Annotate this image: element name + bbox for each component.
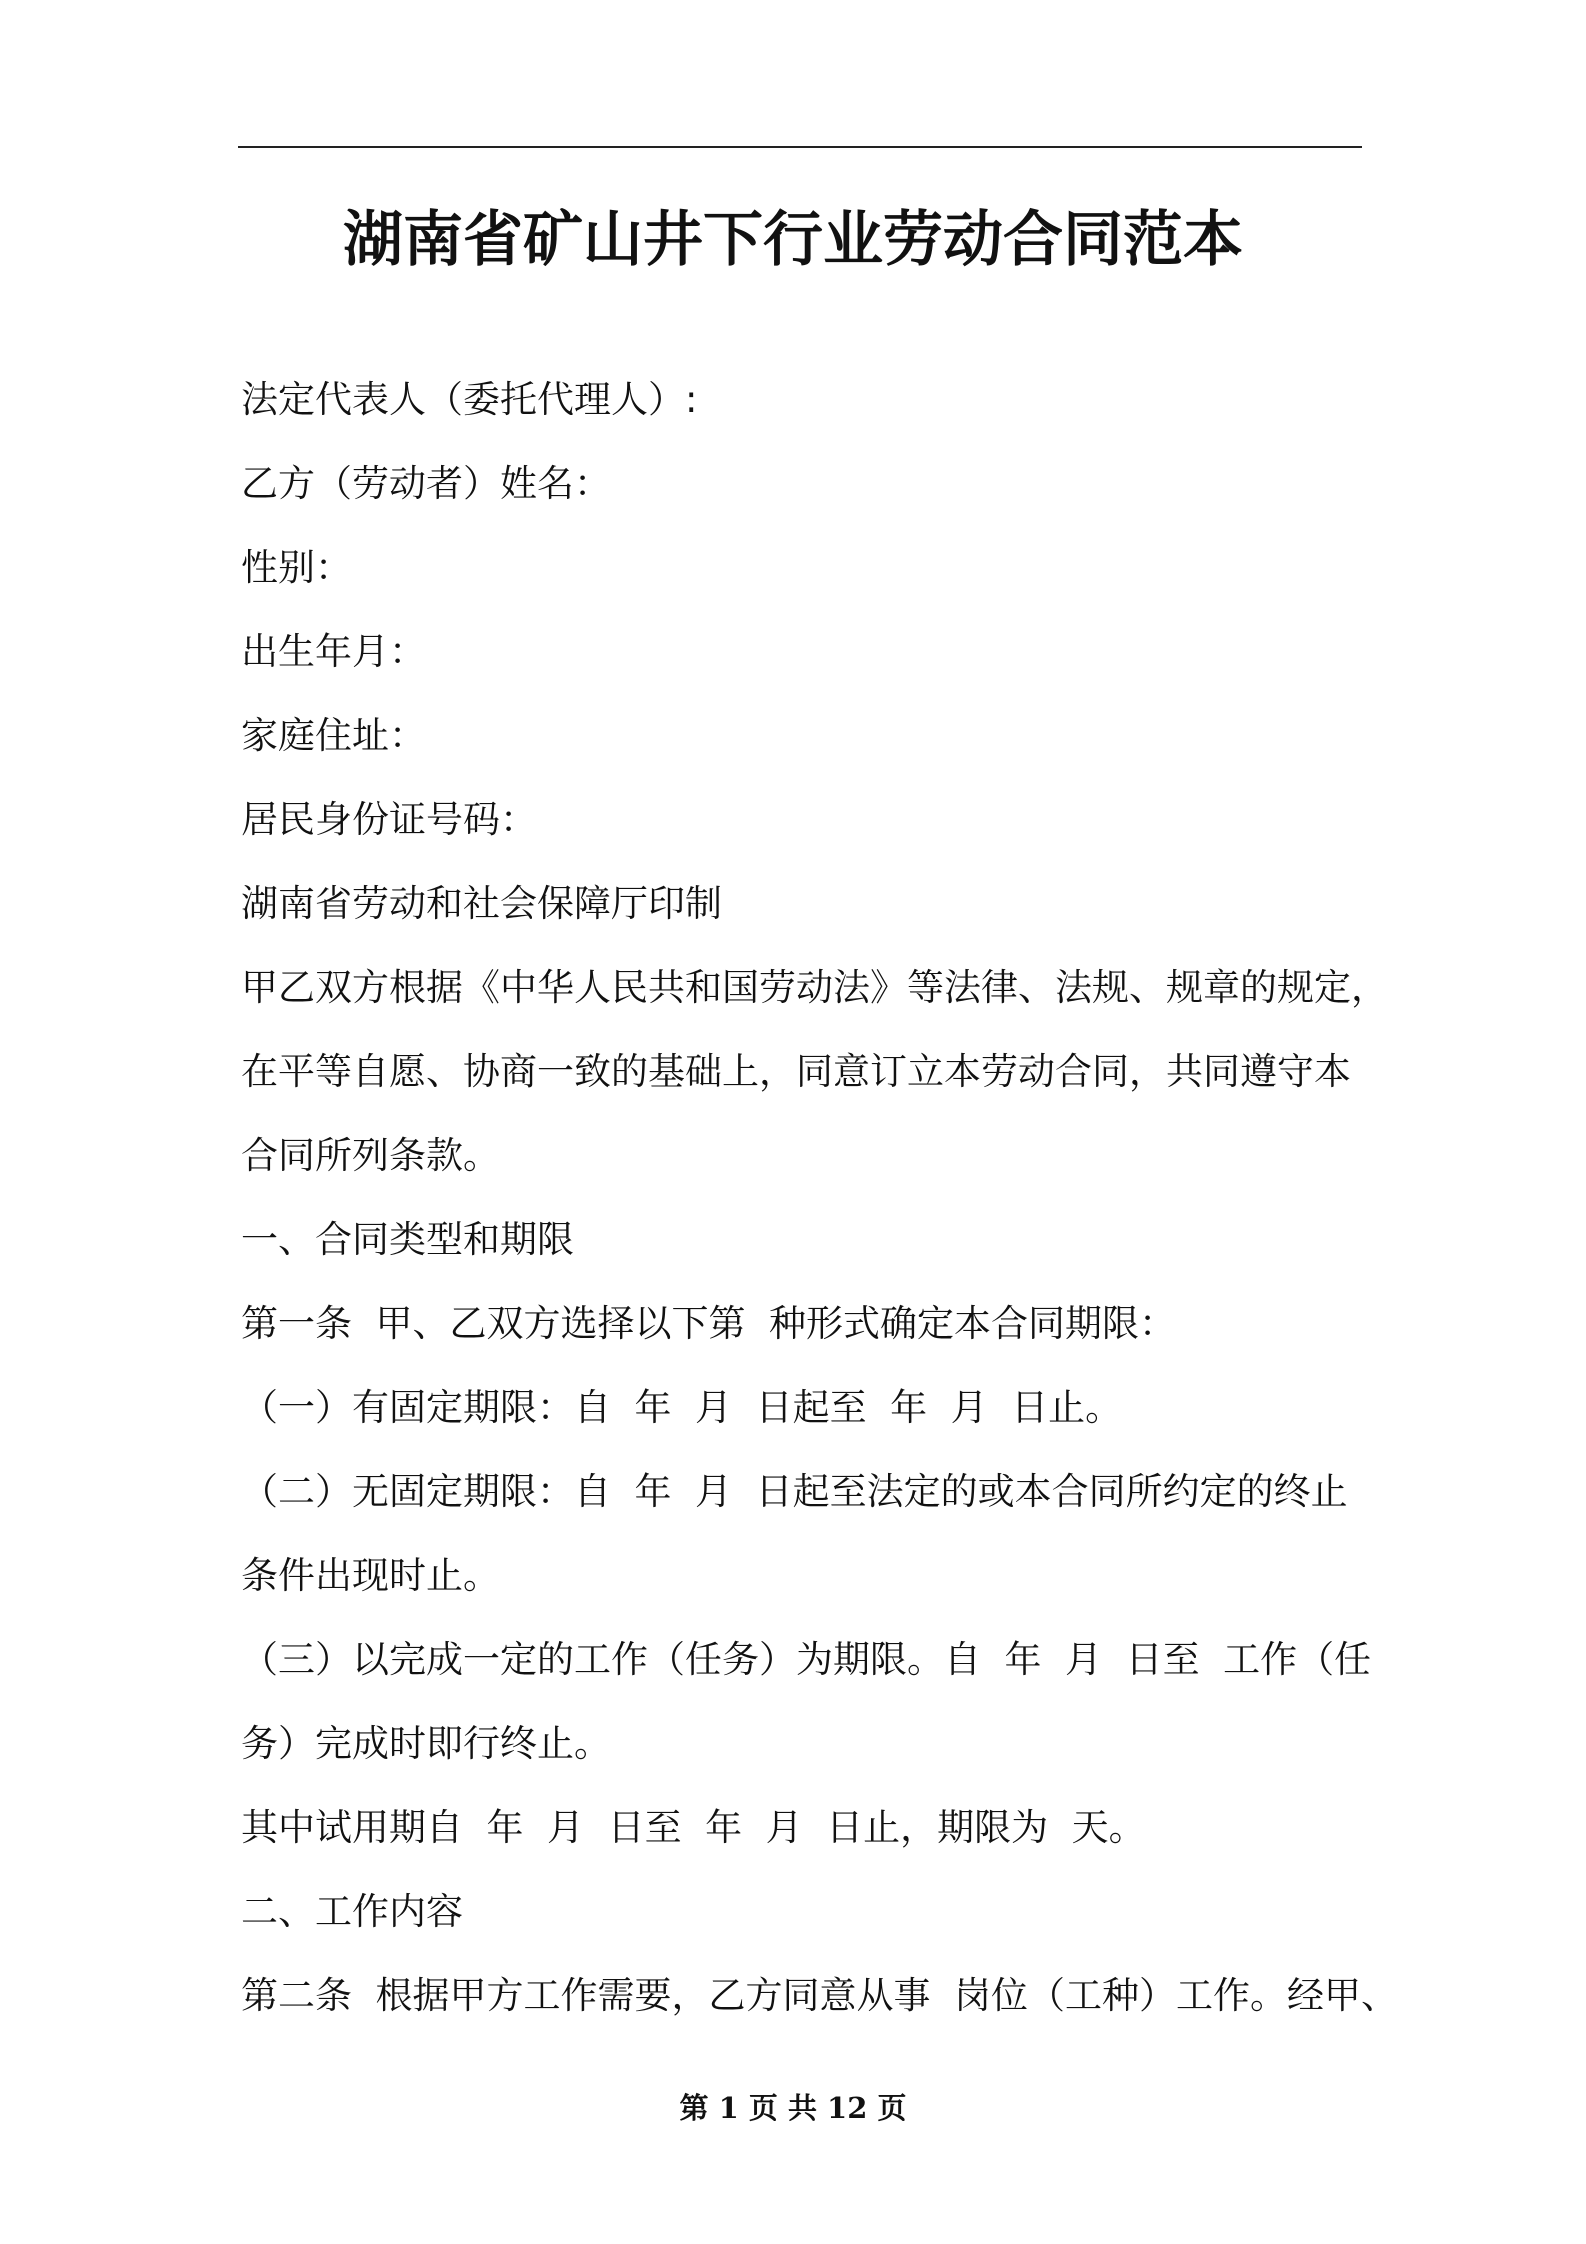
section-heading-2: 二、工作内容 (241, 1890, 463, 1933)
printed-by-line: 湖南省劳动和社会保障厅印制 (241, 882, 722, 925)
preamble-line-2: 在平等自愿、协商一致的基础上，同意订立本劳动合同，共同遵守本 (241, 1050, 1351, 1093)
article-1-option-2-line-2: 条件出现时止。 (241, 1554, 500, 1597)
field-legal-representative: 法定代表人（委托代理人）: (241, 378, 698, 421)
field-home-address: 家庭住址： (241, 714, 426, 757)
preamble-line-3: 合同所列条款。 (241, 1134, 500, 1177)
field-id-number: 居民身份证号码： (241, 798, 537, 841)
article-1-option-2-line-1: （二）无固定期限：自 年 月 日起至法定的或本合同所约定的终止 (241, 1470, 1348, 1513)
field-party-b-name: 乙方（劳动者）姓名： (241, 462, 611, 505)
article-1: 第一条 甲、乙双方选择以下第 种形式确定本合同期限： (241, 1302, 1177, 1345)
probation-period-line: 其中试用期自 年 月 日至 年 月 日止，期限为 天。 (241, 1806, 1146, 1849)
document-title: 湖南省矿山井下行业劳动合同范本 (343, 205, 1243, 275)
article-2: 第二条 根据甲方工作需要，乙方同意从事 岗位（工种）工作。经甲、 (241, 1974, 1399, 2017)
page-number: 第 1 页 共 12 页 (679, 2091, 907, 2125)
header-rule (238, 146, 1362, 148)
preamble-line-1: 甲乙双方根据《中华人民共和国劳动法》等法律、法规、规章的规定， (241, 966, 1388, 1009)
section-heading-1: 一、合同类型和期限 (241, 1218, 574, 1261)
field-birth-date: 出生年月： (241, 630, 426, 673)
article-1-option-1: （一）有固定期限：自 年 月 日起至 年 月 日止。 (241, 1386, 1123, 1429)
article-1-option-3-line-1: （三）以完成一定的工作（任务）为期限。自 年 月 日至 工作（任 (241, 1638, 1372, 1681)
article-1-option-3-line-2: 务）完成时即行终止。 (241, 1722, 611, 1765)
field-gender: 性别： (241, 546, 352, 589)
